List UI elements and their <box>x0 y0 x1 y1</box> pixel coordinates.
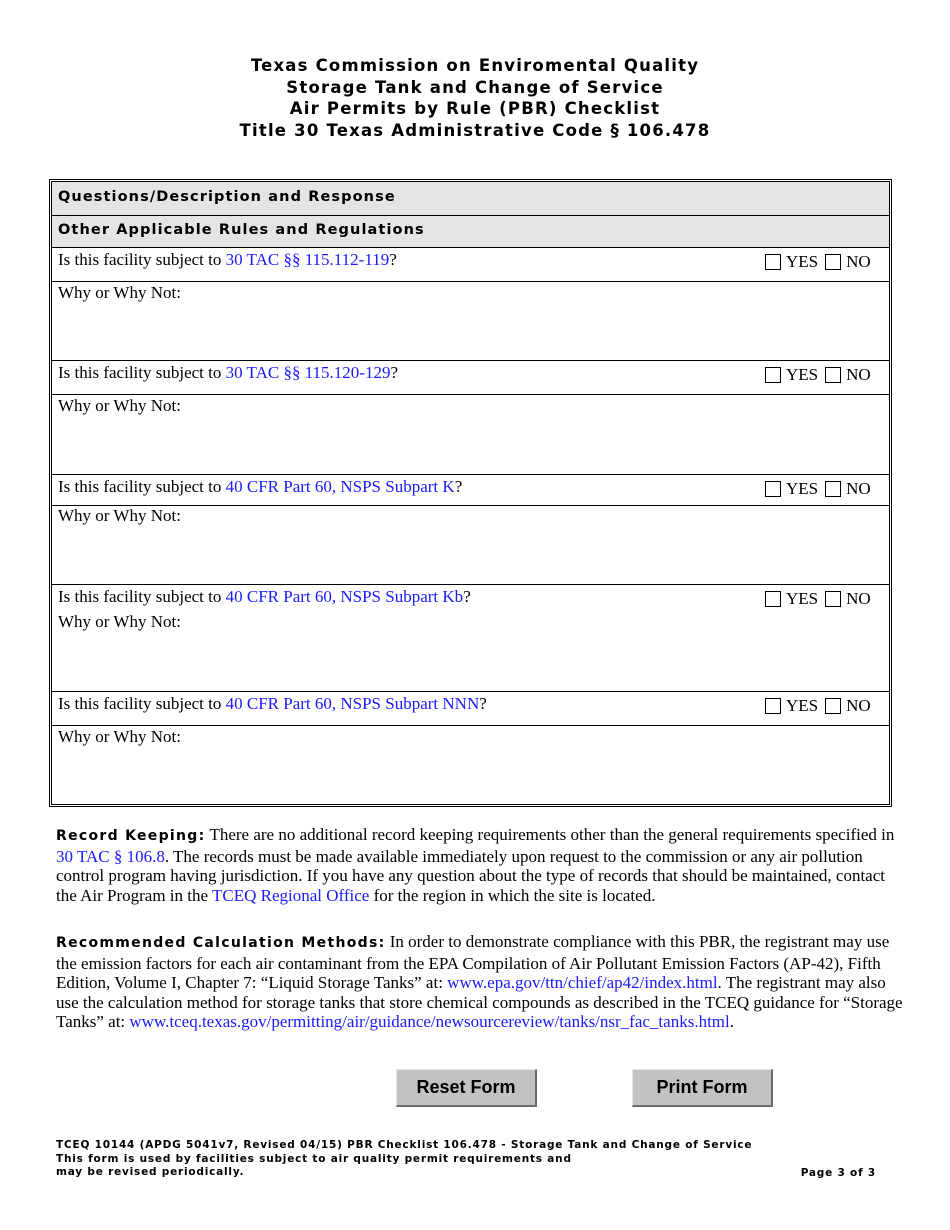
footer-usage-note: This form is used by facilities subject to air quality permit requirements and <box>56 1152 572 1165</box>
question-2-yes-no: YES NO <box>765 365 871 385</box>
table-section-row <box>52 216 889 247</box>
question-5-no-checkbox[interactable] <box>825 698 841 714</box>
question-4-link[interactable]: 40 CFR Part 60, NSPS Subpart Kb <box>225 587 464 606</box>
epa-ap42-link[interactable]: www.epa.gov/ttn/chief/ap42/index.html <box>447 973 718 992</box>
question-4: Is this facility subject to 40 CFR Part 60, NSPS Subpart Kb? <box>58 587 471 606</box>
record-keeping-paragraph: Record Keeping: There are no additional record keeping requirements other than the general requirements specified in 30 TAC § 106.8. The records must be made available immediately upon request to the commission or any air pollution control program having jurisdiction. If you have any question about the type of records that should be maintained, contact the Air Program in the TCEQ Regional Office for the region in which the site is located. <box>56 825 895 905</box>
question-2-yes-checkbox[interactable] <box>765 367 781 383</box>
question-2-no-checkbox[interactable] <box>825 367 841 383</box>
table-header-questions: Questions/Description and Response <box>58 189 396 205</box>
print-form-button[interactable]: Print Form <box>632 1069 773 1107</box>
question-3-link[interactable]: 40 CFR Part 60, NSPS Subpart K <box>225 477 455 496</box>
question-5-link[interactable]: 40 CFR Part 60, NSPS Subpart NNN <box>225 694 480 713</box>
question-1-why-field[interactable] <box>52 302 889 359</box>
question-3-yes-checkbox[interactable] <box>765 481 781 497</box>
table-header-row <box>52 182 889 215</box>
question-4-no-checkbox[interactable] <box>825 591 841 607</box>
question-2: Is this facility subject to 30 TAC §§ 115.120-129? <box>58 363 399 382</box>
checklist-table <box>49 179 892 807</box>
question-5-why-field[interactable] <box>52 746 889 801</box>
question-5-yes-checkbox[interactable] <box>765 698 781 714</box>
question-3-yes-no: YES NO <box>765 479 871 499</box>
table-section-title: Other Applicable Rules and Regulations <box>58 222 425 238</box>
question-1-yes-no: YES NO <box>765 252 871 272</box>
question-3-why-field[interactable] <box>52 526 889 583</box>
question-3-why-label: Why or Why Not: <box>58 506 181 525</box>
calculation-methods-paragraph: Recommended Calculation Methods: In order to demonstrate compliance with this PBR, the registrant may use the emission factors for each air contaminant from the EPA Compilation of Air Pollutant Emission Factors (AP-42), Fifth Edition, Volume I, Chapter 7: “Liquid Storage Tanks” at: www.epa.gov/ttn/chief/ap42/index.html. The registrant may also use the calculation method for storage tanks that store chemical compounds as described in the TCEQ guidance for “Storage Tanks” at: www.tceq.texas.gov/permitting/air/guidance/newsourcereview/tanks/nsr_fac_tanks.html. <box>56 932 903 1031</box>
question-1: Is this facility subject to 30 TAC §§ 115.112-119? <box>58 250 397 269</box>
question-1-no-checkbox[interactable] <box>825 254 841 270</box>
question-5: Is this facility subject to 40 CFR Part 60, NSPS Subpart NNN? <box>58 694 487 713</box>
form-footer <box>56 1139 752 1180</box>
form-subtitle: Storage Tank and Change of Service <box>286 77 664 97</box>
question-3-no-checkbox[interactable] <box>825 481 841 497</box>
question-4-yes-checkbox[interactable] <box>765 591 781 607</box>
code-reference-title: Title 30 Texas Administrative Code § 106.478 <box>239 120 711 140</box>
question-2-why-label: Why or Why Not: <box>58 396 181 415</box>
question-5-yes-no: YES NO <box>765 696 871 716</box>
tceq-storage-tanks-link[interactable]: www.tceq.texas.gov/permitting/air/guidance/newsourcereview/tanks/nsr_fac_tanks.html <box>129 1012 730 1031</box>
question-1-yes-checkbox[interactable] <box>765 254 781 270</box>
regional-office-link[interactable]: TCEQ Regional Office <box>211 885 370 905</box>
calculation-methods-label: Recommended Calculation Methods: <box>56 935 386 951</box>
footer-form-id: TCEQ 10144 (APDG 5041v7, Revised 04/15) PBR Checklist 106.478 - Storage Tank and Change of Service <box>56 1139 753 1151</box>
question-1-link[interactable]: 30 TAC §§ 115.112-119 <box>225 250 390 269</box>
question-2-link[interactable]: 30 TAC §§ 115.120-129 <box>225 363 391 382</box>
footer-revision-note: may be revised periodically. <box>56 1166 245 1178</box>
page-number: Page 3 of 3 <box>800 1167 876 1179</box>
record-keeping-label: Record Keeping: <box>56 828 206 844</box>
reset-form-button[interactable]: Reset Form <box>396 1069 537 1107</box>
question-4-yes-no: YES NO <box>765 589 871 609</box>
question-2-why-field[interactable] <box>52 415 889 473</box>
question-4-why-field[interactable] <box>52 632 889 690</box>
checklist-title: Air Permits by Rule (PBR) Checklist <box>289 99 661 118</box>
agency-title: Texas Commission on Enviromental Quality <box>250 56 700 75</box>
question-3: Is this facility subject to 40 CFR Part 60, NSPS Subpart K? <box>58 477 463 496</box>
record-keeping-rule-link[interactable]: 30 TAC § 106.8 <box>56 846 165 866</box>
document-header <box>0 55 950 141</box>
question-1-why-label: Why or Why Not: <box>58 283 181 302</box>
question-5-why-label: Why or Why Not: <box>58 727 181 746</box>
question-4-why-label: Why or Why Not: <box>58 612 181 631</box>
